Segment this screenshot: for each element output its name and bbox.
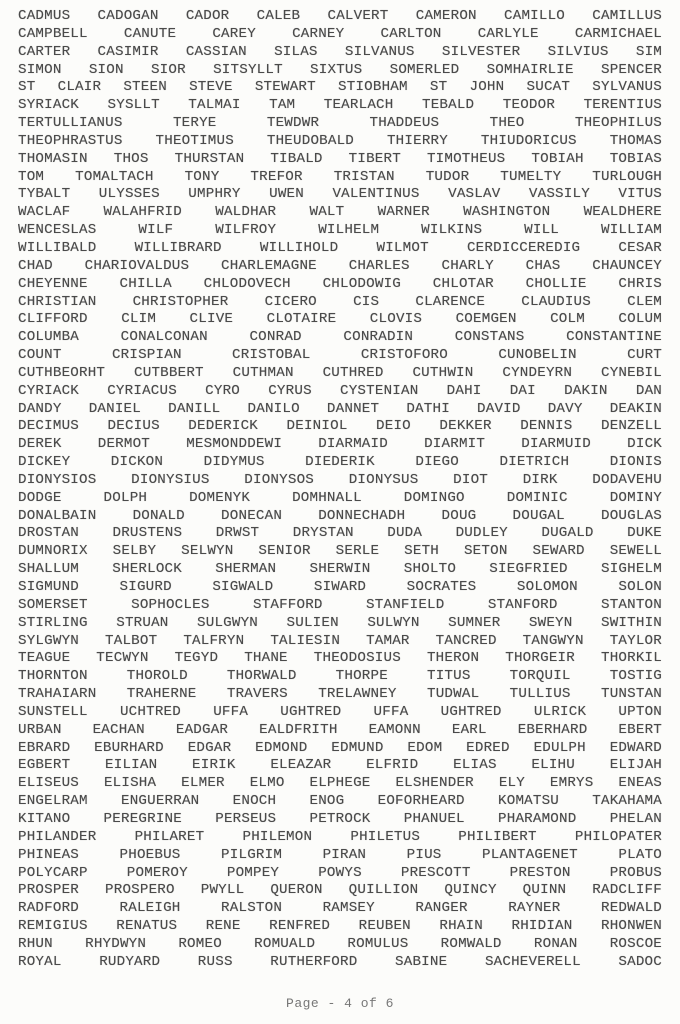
name-list bbox=[18, 8, 662, 972]
name-line: CHAD CHARIOVALDUS CHARLEMAGNE CHARLES CHARLY CHAS CHAUNCEY bbox=[18, 257, 662, 274]
name-line: CHRISTIAN CHRISTOPHER CICERO CIS CLARENCE CLAUDIUS CLEM bbox=[18, 293, 662, 310]
name-line: PROSPER PROSPERO PWYLL QUERON QUILLION QUINCY QUINN RADCLIFF bbox=[18, 882, 662, 899]
name-line: SIMON SION SIOR SITSYLLT SIXTUS SOMERLED SOMHAIRLIE SPENCER bbox=[18, 61, 662, 78]
name-line: COUNT CRISPIAN CRISTOBAL CRISTOFORO CUNOBELIN CURT bbox=[18, 347, 662, 364]
name-line: TERTULLIANUS TERYE TEWDWR THADDEUS THEO THEOPHILUS bbox=[18, 115, 662, 132]
name-line: STIRLING STRUAN SULGWYN SULIEN SULWYN SUMNER SWEYN SWITHIN bbox=[18, 614, 662, 631]
name-line: DIONYSIOS DIONYSIUS DIONYSOS DIONYSUS DIOT DIRK DODAVEHU bbox=[18, 471, 662, 488]
name-line: DONALBAIN DONALD DONECAN DONNECHADH DOUG DOUGAL DOUGLAS bbox=[18, 507, 662, 524]
name-line: ROYAL RUDYARD RUSS RUTHERFORD SABINE SACHEVERELL SADOC bbox=[18, 953, 662, 970]
name-line: EGBERT EILIAN EIRIK ELEAZAR ELFRID ELIAS ELIHU ELIJAH bbox=[18, 757, 662, 774]
name-line: DICKEY DICKON DIDYMUS DIEDERIK DIEGO DIETRICH DIONIS bbox=[18, 454, 662, 471]
name-line: RHUN RHYDWYN ROMEO ROMUALD ROMULUS ROMWALD RONAN ROSCOE bbox=[18, 935, 662, 952]
name-line: CARTER CASIMIR CASSIAN SILAS SILVANUS SILVESTER SILVIUS SIM bbox=[18, 43, 662, 60]
name-line: CHEYENNE CHILLA CHLODOVECH CHLODOWIG CHLOTAR CHOLLIE CHRIS bbox=[18, 275, 662, 292]
name-line: DANDY DANIEL DANILL DANILO DANNET DATHI DAVID DAVY DEAKIN bbox=[18, 400, 662, 417]
name-line: CADMUS CADOGAN CADOR CALEB CALVERT CAMERON CAMILLO CAMILLUS bbox=[18, 8, 662, 24]
name-line: PHILANDER PHILARET PHILEMON PHILETUS PHILIBERT PHILOPATER bbox=[18, 828, 662, 845]
name-line: DODGE DOLPH DOMENYK DOMHNALL DOMINGO DOMINIC DOMINY bbox=[18, 489, 662, 506]
name-line: THOMASIN THOS THURSTAN TIBALD TIBERT TIMOTHEUS TOBIAH TOBIAS bbox=[18, 150, 662, 167]
name-line: TYBALT ULYSSES UMPHRY UWEN VALENTINUS VASLAV VASSILY VITUS bbox=[18, 186, 662, 203]
name-line: PHINEAS PHOEBUS PILGRIM PIRAN PIUS PLANTAGENET PLATO bbox=[18, 846, 662, 863]
name-line: DEREK DERMOT MESMONDDEWI DIARMAID DIARMIT DIARMUID DICK bbox=[18, 436, 662, 453]
name-line: POLYCARP POMEROY POMPEY POWYS PRESCOTT PRESTON PROBUS bbox=[18, 864, 662, 881]
name-line: REMIGIUS RENATUS RENE RENFRED REUBEN RHAIN RHIDIAN RHONWEN bbox=[18, 918, 662, 935]
name-line: SIGMUND SIGURD SIGWALD SIWARD SOCRATES SOLOMON SOLON bbox=[18, 579, 662, 595]
name-line: DROSTAN DRUSTENS DRWST DRYSTAN DUDA DUDLEY DUGALD DUKE bbox=[18, 525, 662, 542]
name-line: WILLIBALD WILLIBRARD WILLIHOLD WILMOT CERDICCEREDIG CESAR bbox=[18, 239, 662, 256]
name-line: CUTHBEORHT CUTBBERT CUTHMAN CUTHRED CUTHWIN CYNDEYRN CYNEBIL bbox=[18, 364, 662, 381]
name-line: SOMERSET SOPHOCLES STAFFORD STANFIELD STANFORD STANTON bbox=[18, 596, 662, 613]
name-line: THORNTON THOROLD THORWALD THORPE TITUS TORQUIL TOSTIG bbox=[18, 668, 662, 685]
name-line: RADFORD RALEIGH RALSTON RAMSEY RANGER RAYNER REDWALD bbox=[18, 900, 662, 917]
name-line: WENCESLAS WILF WILFROY WILHELM WILKINS WILL WILLIAM bbox=[18, 222, 662, 239]
name-line: SUNSTELL UCHTRED UFFA UGHTRED UFFA UGHTRED ULRICK UPTON bbox=[18, 703, 662, 720]
name-line: DUMNORIX SELBY SELWYN SENIOR SERLE SETH SETON SEWARD SEWELL bbox=[18, 543, 662, 560]
name-line: WACLAF WALAHFRID WALDHAR WALT WARNER WASHINGTON WEALDHERE bbox=[18, 204, 662, 221]
name-line: TRAHAIARN TRAHERNE TRAVERS TRELAWNEY TUDWAL TULLIUS TUNSTAN bbox=[18, 686, 662, 703]
name-line: TEAGUE TECWYN TEGYD THANE THEODOSIUS THERON THORGEIR THORKIL bbox=[18, 650, 662, 667]
name-line: SYRIACK SYSLLT TALMAI TAM TEARLACH TEBALD TEODOR TERENTIUS bbox=[18, 97, 662, 114]
name-line: CAMPBELL CANUTE CAREY CARNEY CARLTON CARLYLE CARMICHAEL bbox=[18, 25, 662, 42]
name-line: ENGELRAM ENGUERRAN ENOCH ENOG EOFORHEARD KOMATSU TAKAHAMA bbox=[18, 793, 662, 810]
name-line: DECIMUS DECIUS DEDERICK DEINIOL DEIO DEKKER DENNIS DENZELL bbox=[18, 418, 662, 435]
name-line: EBRARD EBURHARD EDGAR EDMOND EDMUND EDOM EDRED EDULPH EDWARD bbox=[18, 739, 662, 756]
page-number-footer: Page - 4 of 6 bbox=[286, 996, 394, 1011]
name-line: URBAN EACHAN EADGAR EALDFRITH EAMONN EARL EBERHARD EBERT bbox=[18, 721, 662, 738]
name-line: TOM TOMALTACH TONY TREFOR TRISTAN TUDOR TUMELTY TURLOUGH bbox=[18, 168, 662, 185]
name-line: KITANO PEREGRINE PERSEUS PETROCK PHANUEL PHARAMOND PHELAN bbox=[18, 810, 662, 827]
name-line: ST CLAIR STEEN STEVE STEWART STIOBHAM ST JOHN SUCAT SYLVANUS bbox=[18, 79, 662, 96]
name-line: CLIFFORD CLIM CLIVE CLOTAIRE CLOVIS COEMGEN COLM COLUM bbox=[18, 311, 662, 328]
name-line: SHALLUM SHERLOCK SHERMAN SHERWIN SHOLTO SIEGFRIED SIGHELM bbox=[18, 561, 662, 578]
name-line: CYRIACK CYRIACUS CYRO CYRUS CYSTENIAN DAHI DAI DAKIN DAN bbox=[18, 382, 662, 399]
name-line: ELISEUS ELISHA ELMER ELMO ELPHEGE ELSHENDER ELY EMRYS ENEAS bbox=[18, 775, 662, 792]
name-line: THEOPHRASTUS THEOTIMUS THEUDOBALD THIERRY THIUDORICUS THOMAS bbox=[18, 132, 662, 149]
name-line: COLUMBA CONALCONAN CONRAD CONRADIN CONSTANS CONSTANTINE bbox=[18, 329, 662, 346]
name-line: SYLGWYN TALBOT TALFRYN TALIESIN TAMAR TANCRED TANGWYN TAYLOR bbox=[18, 632, 662, 649]
